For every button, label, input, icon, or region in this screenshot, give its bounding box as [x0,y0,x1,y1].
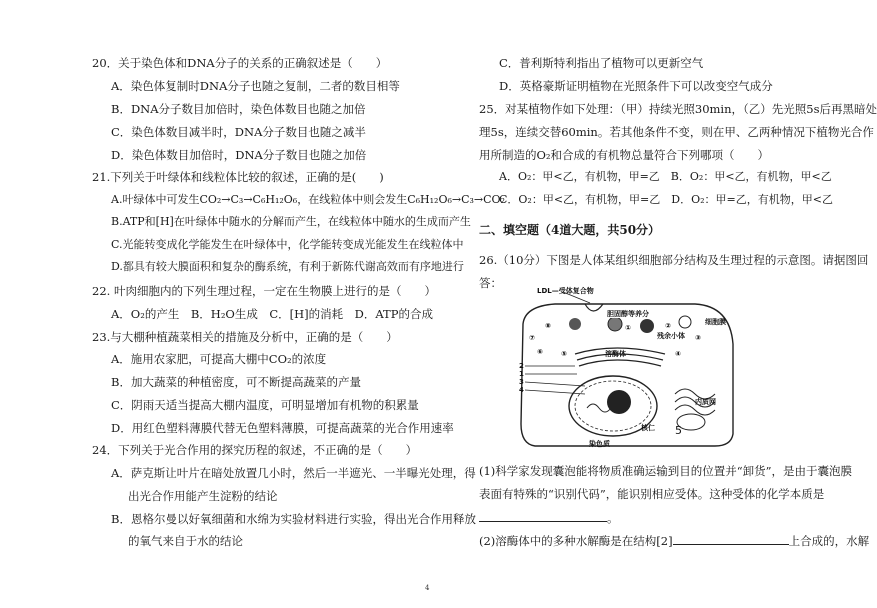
chromatin-strand [587,404,611,412]
coated-pit-shape [585,304,603,311]
answer-blank-receptor[interactable] [479,509,607,522]
q24-option-a-line1: A．萨克斯让叶片在暗处放置几小时，然后一半遮光、一半曝光处理，得 [111,466,476,480]
vesicle-1 [569,318,581,330]
cell-diagram-svg [515,284,745,450]
q20-option-d: D．染色体数目加倍时，DNA分子数目也随之加倍 [111,148,367,162]
q25-options-ab: A．O₂：甲<乙，有机物，甲=乙 B．O₂：甲<乙，有机物，甲<乙 [499,170,832,183]
q23-option-c: C．阴雨天适当提高大棚内温度，可明显增加有机物的积累量 [111,398,419,412]
q26-part2-tail: 上合成的，水解 [788,534,870,548]
q20-option-c: C．染色体数目减半时，DNA分子数目也随之减半 [111,125,366,139]
pointer-1: 1 [519,370,524,378]
q24-option-d: D．英格豪斯证明植物在光照条件下可以改变空气成分 [499,79,773,93]
marker-7: ⑦ [529,334,535,342]
q26-part1-end: 。 [607,511,619,525]
pointer-4: 4 [519,386,524,394]
q26-part2-text: (2)溶酶体中的多种水解酶是在结构[2] [479,534,673,548]
q21-option-b: B.ATP和[H]在叶绿体中随水的分解而产生，在线粒体中随水的生成而产生 [111,215,471,228]
section-fill-in-title: 二、填空题（4道大题，共50分） [479,223,661,237]
q25-options-cd: C．O₂：甲<乙，有机物，甲=乙 D．O₂：甲=乙，有机物，甲<乙 [499,193,833,206]
residual-body-label: 残余小体 [657,332,685,340]
nucleolus-label: 核仁 [641,424,655,432]
pointer-3: 3 [519,378,524,386]
pointer-line-3 [525,382,585,386]
q26-stem-line1: 26.（10分）下图是人体某组织细胞部分结构及生理过程的示意图。请据图回 [479,253,869,267]
q21-option-c: C.光能转变成化学能发生在叶绿体中，化学能转变成光能发生在线粒体中 [111,238,464,251]
marker-4: ④ [675,350,681,358]
pointer-2: 2 [519,362,524,370]
cell-structure-diagram [515,284,745,450]
marker-5: ⑤ [561,350,567,358]
vesicle-4 [679,316,691,328]
cell-membrane-label: 细胞膜 [705,318,726,326]
q24-stem: 24．下列关于光合作用的探究历程的叙述，不正确的是（ ） [92,443,418,457]
ldl-complex-label: LDL—受体复合物 [537,287,594,295]
q26-part2-line1 [479,532,869,548]
lysosome-label: 溶酶体 [605,350,626,358]
q25-stem-line2: 理5s，连续交替60min。若其他条件不变，则在甲、乙两种情况下植物光合作 [479,125,874,139]
q21-option-d: D.都具有较大膜面积和复杂的酶系统，有利于新陈代谢高效而有序地进行 [111,260,464,273]
q20-option-b: B．DNA分子数目加倍时，染色体数目也随之加倍 [111,102,366,116]
page-number: 4 [425,584,430,592]
q20-option-a: A．染色体复制时DNA分子也随之复制，二者的数目相等 [111,79,400,93]
q26-part1-line3 [479,509,619,525]
q24-option-b-line1: B．恩格尔曼以好氧细菌和水绵为实验材料进行实验，得出光合作用释放 [111,512,476,526]
answer-blank-structure-2[interactable] [673,532,789,545]
marker-3: ③ [695,334,701,342]
er-label: 内质网 [695,398,716,406]
q23-option-a: A．施用农家肥，可提高大棚中CO₂的浓度 [111,352,327,366]
q23-stem: 23.与大棚种植蔬菜相关的措施及分析中，正确的是（ ） [92,330,398,344]
q25-stem-line1: 25．对某植物作如下处理：（甲）持续光照30min，（乙）先光照5s后再黑暗处 [479,102,877,116]
q26-part1-line2: 表面有特殊的“识别代码”，能识别相应受体。这种受体的化学本质是 [479,487,825,501]
q24-option-b-line2: 的氧气来自于水的结论 [128,534,243,548]
q25-stem-line3: 用所制造的O₂和合成的有机物总量符合下列哪项（ ） [479,148,770,162]
q22-options: A．O₂的产生 B．H₂O生成 C．[H]的消耗 D．ATP的合成 [111,307,433,321]
q26-stem-line2: 答： [479,276,502,290]
q21-stem: 21.下列关于叶绿体和线粒体比较的叙述，正确的是( ) [92,170,384,184]
marker-2: ② [665,322,671,330]
q24-option-c: C．普利斯特利指出了植物可以更新空气 [499,56,704,70]
cholesterol-label: 胆固醇等养分 [607,310,649,318]
q20-stem: 20．关于染色体和DNA分子的关系的正确叙述是（ ） [92,56,388,70]
structure-5-label: 5 [675,424,682,437]
marker-8: ⑧ [545,322,551,330]
chromatin-label: 染色质 [589,440,610,448]
q23-option-d: D．用红色塑料薄膜代替无色塑料薄膜，可提高蔬菜的光合作用速率 [111,421,454,435]
q24-option-a-line2: 出光合作用能产生淀粉的结论 [128,489,278,503]
vesicle-3 [640,319,654,333]
vesicle-2 [608,317,622,331]
marker-6: ⑥ [537,348,543,356]
q21-option-a: A.叶绿体中可发生CO₂→C₃→C₆H₁₂O₆，在线粒体中则会发生C₆H₁₂O₆→C₃→CO₂ [111,193,505,206]
nucleolus-shape [607,390,631,414]
golgi-arc-3 [579,360,661,366]
marker-1: ① [625,324,631,332]
q23-option-b: B．加大蔬菜的种植密度，可不断提高蔬菜的产量 [111,375,361,389]
q26-part1-line1: (1)科学家发现囊泡能将物质准确运输到目的位置并“卸货”，是由于囊泡膜 [479,464,853,478]
q22-stem: 22. 叶肉细胞内的下列生理过程，一定在生物膜上进行的是（ ） [92,284,436,298]
